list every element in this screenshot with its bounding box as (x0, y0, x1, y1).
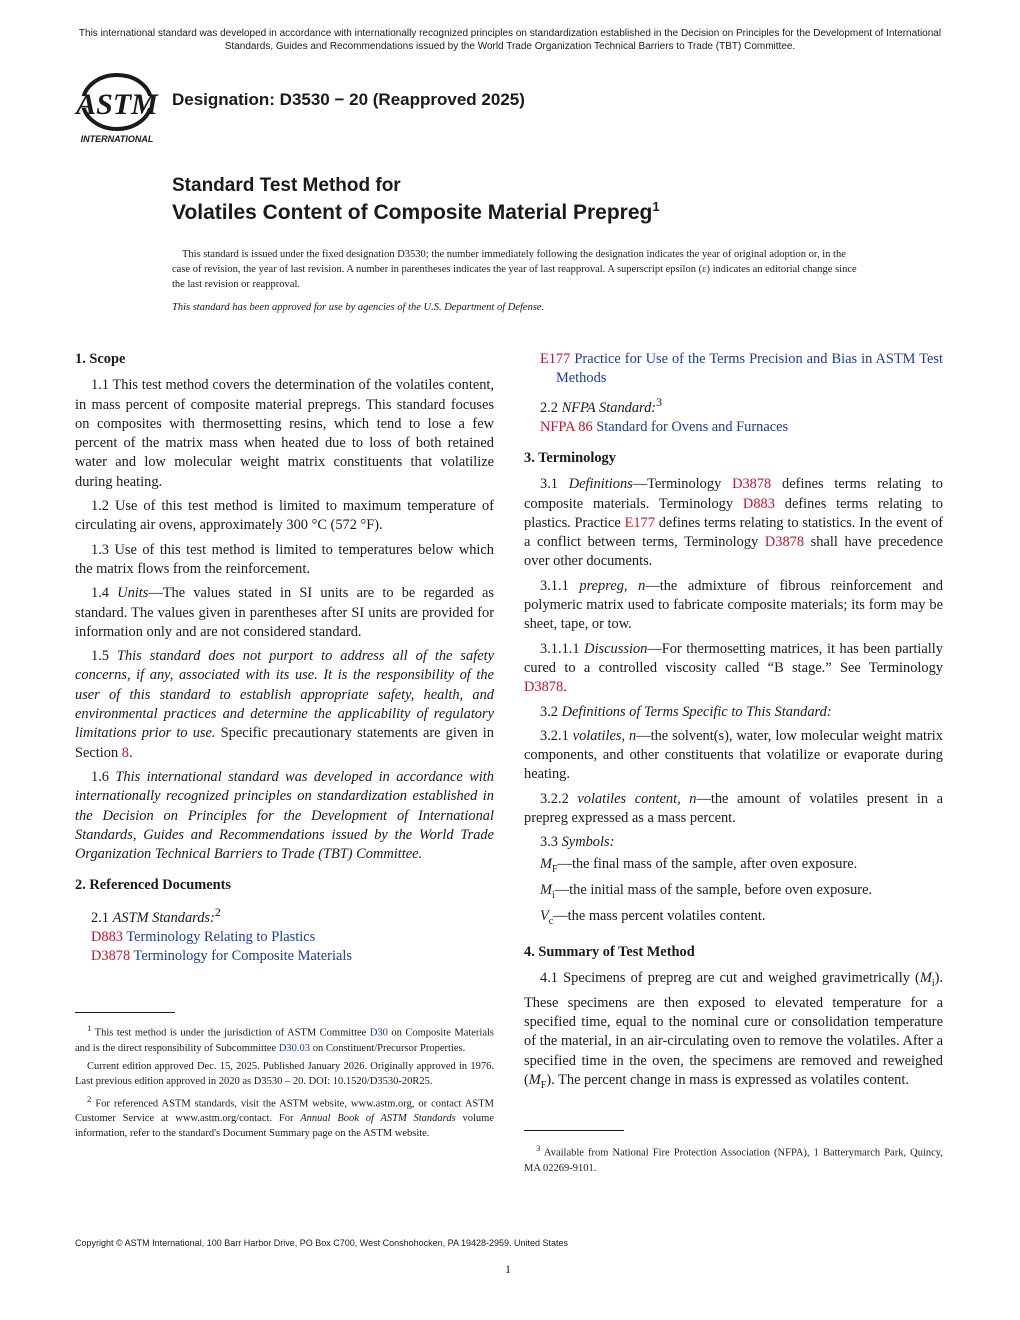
para-3-1-1-1: 3.1.1.1 Discussion—For thermosetting matrices, it has been partially cured to a controlled viscosity called “B stage.” See Terminology D3878. (524, 640, 943, 696)
para-text: —the amount of volatiles present in a prepreg expressed as a mass percent. (524, 790, 944, 827)
para-3-2-1 (524, 727, 943, 785)
symbol-subscript: i (552, 889, 555, 901)
para-text: defines terms relating to statistics. In the event of a conflict between terms, Terminology (524, 514, 944, 551)
reference-e177[interactable] (524, 350, 943, 389)
para-number: 3.1.1 (540, 577, 569, 594)
term: Discussion (584, 640, 648, 657)
symbol-definition: —the mass percent volatiles content. (553, 907, 766, 924)
title-footnote-mark: 1 (652, 199, 660, 214)
logo-sub-text: INTERNATIONAL (80, 134, 154, 144)
page-number: 1 (505, 1262, 511, 1276)
copyright: Copyright © ASTM International, 100 Barr Harbor Drive, PO Box C700, West Conshohocken, PA 19428-2959. United States (75, 1238, 569, 1248)
para-text: ). These specimens are then exposed to elevated temperature for a specified time, equal to the nominal cure or consolidation temperature of the material, in an air-circulating oven to remove the volatiles. After a specified time in the oven, the specimens are removed and reweighed ( (524, 970, 943, 1088)
reference-title[interactable]: Terminology Relating to Plastics (126, 928, 316, 945)
term: Symbols: (561, 834, 615, 851)
footnote-italic-text: Annual Book of ASTM Standards (300, 1113, 456, 1124)
symbol-vc (524, 907, 943, 931)
section-heading-terminology: 3. Terminology (524, 449, 616, 466)
para-text: —the solvent(s), water, low molecular weight matrix components, and other constituents that volatilize or evaporate during heating. (524, 727, 943, 783)
para-2-1 (75, 903, 494, 928)
para-3-3 (524, 833, 943, 852)
footnote-mark: 3 (536, 1143, 541, 1153)
footnote-1 (75, 1021, 494, 1056)
symbol: M (540, 855, 552, 872)
symbol-definition: —the initial mass of the sample, before oven exposure. (554, 881, 873, 898)
para-number: 2.1 (91, 909, 109, 926)
left-column (75, 350, 494, 966)
section-heading-referenced-documents: 2. Referenced Documents (75, 877, 231, 894)
footnote-mark: 3 (656, 394, 663, 409)
footnote-mark: 1 (87, 1023, 92, 1033)
footnote-mark: 2 (214, 904, 221, 919)
footnote-text: For referenced ASTM standards, visit the ASTM website, www.astm.org, or contact ASTM Customer Service at www.astm.org/contact. For (75, 1098, 494, 1124)
para-number: 3.2 (540, 703, 558, 720)
para-1-6 (75, 768, 494, 864)
title-line-2 (172, 199, 660, 225)
footnotes-left (75, 1021, 494, 1144)
term: volatiles content, n (577, 790, 697, 807)
symbol: M (528, 1071, 541, 1088)
symbol-definition: —the final mass of the sample, after oven exposure. (557, 855, 858, 872)
term: Units (117, 585, 149, 602)
para-number: 1.4 (91, 585, 109, 602)
issued-notice: This standard is issued under the fixed designation D3530; the number immediately following the designation indicates the year of original adoption or, in the case of revision, the year of last revision. A number in parentheses indicates the year of last reapproval. A superscript epsilon (ε) indicates an editorial change since the last revision or reapproval. (172, 249, 857, 290)
title-line-1: Standard Test Method for (172, 175, 401, 196)
d3878-link[interactable]: D3878 (764, 534, 805, 551)
term: volatiles, n (572, 727, 637, 744)
footnote-text: Available from National Fire Protection Association (NFPA), 1 Batterymarch Park, Quincy, MA 02269-9101. (524, 1147, 944, 1174)
symbol-mi (524, 881, 943, 905)
reference-nfpa-86[interactable] (524, 418, 943, 437)
symbol: M (919, 970, 932, 987)
symbol: M (540, 881, 552, 898)
term: ASTM Standards: (112, 909, 215, 926)
d883-link[interactable]: D883 (742, 495, 775, 512)
para-4-1 (524, 969, 943, 1095)
para-text: —the admixture of fibrous reinforcement and polymeric matrix used to fabricate composite materials; its form may be sheet, tape, or tow. (524, 577, 943, 633)
para-number: 3.3 (540, 834, 558, 851)
footnote-text: on Composite Materials and is the direct responsibility of Subcommittee (75, 1027, 495, 1054)
symbol-subscript: F (552, 863, 558, 875)
right-column (524, 350, 943, 1100)
symbol-subscript: c (548, 915, 554, 927)
term: Definitions (568, 476, 633, 493)
term: Definitions of Terms Specific to This Standard: (561, 703, 832, 720)
para-3-1 (524, 475, 943, 571)
para-3-2 (524, 703, 943, 722)
term: NFPA Standard: (561, 399, 657, 416)
footnote-text: This test method is under the jurisdiction of ASTM Committee (94, 1027, 367, 1039)
para-text: shall have precedence over other documents. (524, 534, 943, 570)
para-text: ). The percent change in mass is expressed as volatiles content. (546, 1071, 909, 1088)
para-1-4 (75, 584, 494, 642)
para-text: 4.1 Specimens of prepreg are cut and weighed gravimetrically ( (540, 970, 920, 987)
section-heading-summary: 4. Summary of Test Method (524, 944, 695, 961)
para-text: defines terms relating to composite materials. Terminology (524, 476, 944, 512)
para-number: 3.2.2 (540, 790, 569, 807)
para-1-1: 1.1 This test method covers the determination of the volatiles content, in mass percent of composite material prepregs. This standard focuses on composites with thermosetting resins, which tend to lose a few percent of the matrix mass when heated due to loss of both retained water and low molecular weight matrix constituents that volatilize during heating. (75, 377, 494, 490)
footnote-rule-left (75, 1012, 175, 1013)
term: prepreg, n (579, 577, 646, 594)
footnote-mark: 2 (87, 1093, 92, 1104)
para-italic-text: This standard does not purport to address all of the safety concerns, if any, associated with its use. It is the responsibility of the user of this standard to establish appropriate safety, health, and environmental practices and determine the applicability of regulatory limitations prior to use. (75, 648, 494, 742)
d3878-link[interactable]: D3878 (524, 679, 564, 696)
para-text: —For thermosetting matrices, it has been partially cured to a controlled viscosity called “B stage.” See Terminology (524, 640, 943, 676)
reference-code[interactable]: NFPA 86 (540, 418, 593, 435)
astm-logo-icon (70, 72, 165, 144)
logo-main-text: ASTM (76, 88, 158, 121)
para-italic-text: This international standard was developed in accordance with internationally recognized principles on standardization established in the Decision on Principles for the Development of International Standards, Guides and Recommendations issued by the World Trade Organization Technical Barriers to Trade (TBT) Committee. (75, 768, 494, 863)
para-2-2 (524, 393, 943, 418)
reference-title[interactable]: Terminology for Composite Materials (133, 948, 352, 965)
para-number: 3.2.1 (540, 727, 569, 744)
para-number: 1.6 (91, 768, 109, 785)
footnote-2 (75, 1092, 494, 1142)
symbol-subscript: F (540, 1079, 547, 1091)
d3878-link[interactable]: D3878 (732, 476, 772, 493)
reference-d3878[interactable] (75, 947, 494, 966)
footnote-1-edition: Current edition approved Dec. 15, 2025. Published January 2026. Originally approved in 1976. Last previous edition approved in 2020 as D3530 – 20. DOI: 10.1520/D3530-20R25. (75, 1060, 494, 1087)
para-1-3: 1.3 Use of this test method is limited to temperatures below which the matrix flows from the reinforcement. (75, 541, 494, 577)
committee-d30-link[interactable]: D30 (369, 1027, 388, 1039)
para-text: —Terminology (632, 476, 722, 493)
para-number: 1.5 (91, 648, 109, 665)
para-number: 3.1 (540, 476, 558, 493)
para-text: defines terms relating to plastics. Practice (524, 495, 943, 531)
para-1-5: 1.5 This standard does not purport to address all of the safety concerns, if any, associated with its use. It is the responsibility of the user of this standard to establish appropriate safety, health, and environmental practices and determine the applicability of regulatory limitations prior to use. Specific precautionary statements are given in Section 8. (75, 648, 494, 761)
symbol-mf (524, 855, 943, 879)
reference-code[interactable]: D3878 (91, 948, 131, 965)
para-number: 2.2 (540, 399, 558, 416)
section-heading-scope: 1. Scope (75, 351, 126, 367)
reference-code[interactable]: D883 (91, 928, 123, 945)
reference-title[interactable]: Standard for Ovens and Furnaces (596, 418, 789, 435)
e177-link[interactable]: E177 (624, 514, 655, 531)
para-1-2: 1.2 Use of this test method is limited to maximum temperature of circulating air ovens, approximately 300 °C (572 °F). (75, 498, 494, 534)
reference-code[interactable]: E177 (540, 351, 571, 367)
international-standard-notice: This international standard was developed in accordance with internationally recognized principles on standardization established in the Decision on Principles for the Development of International Standards, Guides and Recommendations issued by the World Trade Organization Technical Barriers to Trade (TBT) Committee. (78, 28, 942, 52)
subcommittee-d30-03-link[interactable]: D30.03 (278, 1042, 311, 1054)
footnote-3 (524, 1141, 943, 1176)
para-text: —The values stated in SI units are to be regarded as standard. The values given in parentheses after SI units are provided for information only and are not considered standard. (75, 585, 494, 640)
footnote-rule-right (524, 1130, 624, 1131)
designation: Designation: D3530 − 20 (Reapproved 2025) (172, 90, 525, 109)
footnote-text: volume information, refer to the standard's Document Summary page on the ASTM website. (75, 1113, 495, 1139)
dod-notice: This standard has been approved for use by agencies of the U.S. Department of Defense. (172, 302, 545, 313)
reference-title[interactable]: Practice for Use of the Terms Precision and Bias in ASTM Test Methods (556, 351, 943, 387)
astm-logo (70, 72, 165, 144)
symbol: V (540, 907, 549, 924)
reference-d883[interactable] (75, 928, 494, 947)
footnotes-right (524, 1141, 943, 1179)
para-3-1-1 (524, 577, 943, 635)
footnote-text: on Constituent/Precursor Properties. (312, 1042, 466, 1054)
symbol-subscript: i (931, 978, 935, 990)
para-3-2-2 (524, 790, 943, 829)
title-text: Volatiles Content of Composite Material Prepreg (172, 201, 653, 224)
section-8-link[interactable]: 8 (121, 744, 129, 761)
para-text: Specific precautionary statements are given in Section (75, 725, 494, 761)
para-number: 3.1.1.1 (540, 640, 580, 657)
